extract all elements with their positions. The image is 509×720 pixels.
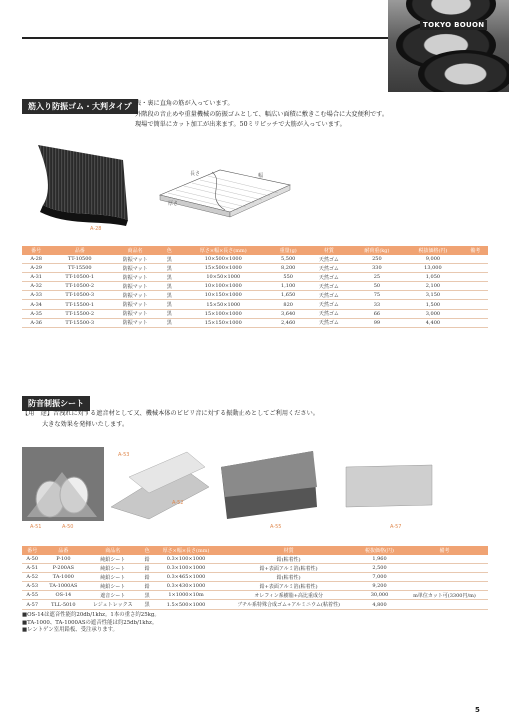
table-cell: 50 (351, 282, 404, 291)
table-cell: 防振マット (109, 273, 161, 282)
table-cell: 黒 (161, 291, 177, 300)
table-cell: 2,500 (358, 564, 401, 573)
table-cell: 1×1000×10m (153, 591, 219, 600)
table-cell: 鉛(粘着性) (219, 555, 358, 564)
table-cell: TLL-5010 (42, 600, 84, 609)
table-cell: 33 (351, 300, 404, 309)
table-cell: 黒 (161, 273, 177, 282)
table-cell: 天然ゴム (307, 318, 350, 327)
table-cell: 黒 (161, 300, 177, 309)
table-cell: TT-10500-2 (50, 282, 109, 291)
table-cell: 15×50×1000 (177, 300, 269, 309)
col-header: 材質 (219, 546, 358, 555)
table-cell: 鉛 (141, 582, 153, 591)
table-cell: 13,000 (403, 264, 462, 273)
table-cell: P-200AS (42, 564, 84, 573)
table-cell: 7,000 (358, 573, 401, 582)
image-label-a28: A-28 (90, 226, 102, 232)
table-cell (401, 564, 488, 573)
col-header: 色 (141, 546, 153, 555)
table-cell: 550 (269, 273, 307, 282)
table-cell: 防振マット (109, 300, 161, 309)
table-cell: A-35 (22, 309, 50, 318)
col-header: 番号 (22, 546, 42, 555)
image-label-a50: A-50 (62, 524, 74, 530)
sound-insulation-sheet-photo (217, 447, 321, 521)
table-cell: 0.3×465×1000 (153, 573, 219, 582)
table-cell (463, 300, 488, 309)
table-cell: 天然ゴム (307, 309, 350, 318)
table-cell: TT-10500-3 (50, 291, 109, 300)
diagram-label-length: 長さ (190, 171, 201, 177)
col-header: 耐荷重(kg) (351, 246, 404, 255)
col-header: 番号 (22, 246, 50, 255)
table-cell: 10×100×1000 (177, 282, 269, 291)
table-cell (401, 600, 488, 609)
table-cell: 99 (351, 318, 404, 327)
section2-description: 【用 途】音洩れに対する遮音材として又、機械本体のビビリ音に対する振動止めとしてご利用ください。 大きな効果を発揮いたします。 (22, 410, 319, 428)
rubber-tyre-photo (388, 0, 509, 92)
table-cell: 黒 (161, 282, 177, 291)
mat-dimension-diagram (150, 160, 300, 220)
col-header: 重量(g) (269, 246, 307, 255)
table-cell: A-36 (22, 318, 50, 327)
table-cell: 防振マット (109, 318, 161, 327)
table-row (22, 591, 488, 600)
table-cell: 0.3×100×1000 (153, 555, 219, 564)
table-cell: 10×50×1000 (177, 273, 269, 282)
note-line: ■レントゲン室用鉛板、受注承ります。 (22, 627, 118, 633)
table-cell: 防振マット (109, 309, 161, 318)
table-cell (401, 573, 488, 582)
table-cell: 1,050 (403, 273, 462, 282)
table-cell: 鉛+表面アルミ箔(粘着性) (219, 564, 358, 573)
col-header: 税抜価格(円) (358, 546, 401, 555)
table-row (22, 573, 488, 582)
diagram-label-thickness: 厚さ (168, 201, 179, 207)
table-cell (463, 255, 488, 264)
table-row (22, 291, 488, 300)
col-header: 商品名 (84, 546, 141, 555)
table-cell: 1.5×500×1000 (153, 600, 219, 609)
table-cell: 330 (351, 264, 404, 273)
col-header: 備考 (463, 246, 488, 255)
table-cell: TT-15500 (50, 264, 109, 273)
table-cell (401, 582, 488, 591)
table-cell: 1,100 (269, 282, 307, 291)
table-cell: A-57 (22, 600, 42, 609)
table-cell: TA-1000AS (42, 582, 84, 591)
table-cell: 天然ゴム (307, 255, 350, 264)
table-cell: オレフィン系樹脂+高比重成分 (219, 591, 358, 600)
table-cell: 820 (269, 300, 307, 309)
table-cell (463, 291, 488, 300)
table-row (22, 255, 488, 264)
table-cell: TT-15500-1 (50, 300, 109, 309)
col-header: 色 (161, 246, 177, 255)
image-label-a51: A-51 (30, 524, 42, 530)
table-cell: 鉛 (141, 573, 153, 582)
table-cell: 15×500×1000 (177, 264, 269, 273)
col-header: 品番 (50, 246, 109, 255)
table-cell (401, 555, 488, 564)
table-cell: 0.3×100×1000 (153, 564, 219, 573)
table-cell: 9,000 (403, 255, 462, 264)
table-cell: A-34 (22, 300, 50, 309)
col-header: 材質 (307, 246, 350, 255)
aluminum-lead-sheet-photo (109, 447, 211, 521)
table-cell: ブチル系特殊合成ゴム+アルミニウム(粘着性) (219, 600, 358, 609)
diagram-label-width: 幅 (258, 173, 264, 179)
table-row (22, 582, 488, 591)
image-label-a57: A-57 (390, 524, 402, 530)
table-cell: 66 (351, 309, 404, 318)
col-header: 商品名 (109, 246, 161, 255)
table-cell: 4,800 (358, 600, 401, 609)
page-number: 5 (475, 706, 480, 714)
table-cell: m単位カット可(3300円/m) (401, 591, 488, 600)
table-cell: 鉛 (141, 555, 153, 564)
table-row (22, 309, 488, 318)
col-header: 厚さ×幅×長さ(mm) (153, 546, 219, 555)
table-row (22, 282, 488, 291)
table-cell: A-52 (22, 573, 42, 582)
table-cell: 遮音シート (84, 591, 141, 600)
rubber-mat-photo (28, 140, 138, 230)
table-cell: P-100 (42, 555, 84, 564)
table-cell: 30,000 (358, 591, 401, 600)
table-cell: A-28 (22, 255, 50, 264)
table-cell: 4,400 (403, 318, 462, 327)
table-cell: 黒 (141, 600, 153, 609)
table-cell: 純鉛シート (84, 555, 141, 564)
table-cell: 1,960 (358, 555, 401, 564)
table-cell: 1,650 (269, 291, 307, 300)
table-row (22, 273, 488, 282)
image-label-a55: A-55 (270, 524, 282, 530)
section2-title: 防音制振シート (22, 396, 90, 411)
table-cell: 10×150×1000 (177, 291, 269, 300)
table-cell (463, 264, 488, 273)
table-cell: 天然ゴム (307, 282, 350, 291)
table-cell: 0.3×430×1000 (153, 582, 219, 591)
table-cell: 2,460 (269, 318, 307, 327)
table-cell: 10×500×1000 (177, 255, 269, 264)
table-cell: 天然ゴム (307, 300, 350, 309)
table-cell: A-31 (22, 273, 50, 282)
table-cell: 8,200 (269, 264, 307, 273)
table-cell: 天然ゴム (307, 273, 350, 282)
table-cell: レジェトレックス (84, 600, 141, 609)
image-label-a52: A-52 (172, 500, 184, 506)
sound-sheet-spec-table (22, 546, 488, 610)
section1-title: 筋入り防振ゴム・大判タイプ (22, 99, 138, 114)
col-header: 厚さ×幅×長さ(mm) (177, 246, 269, 255)
table-row (22, 264, 488, 273)
table-cell: 防振マット (109, 282, 161, 291)
table-cell: 25 (351, 273, 404, 282)
note-line: ■OS-14は遮音性能約20db/1khz。1本の重さ約25kg。 (22, 612, 160, 618)
brand-label: TOKYO BOUON (420, 20, 487, 30)
table-cell: 防振マット (109, 291, 161, 300)
table-cell: TT-15500-2 (50, 309, 109, 318)
table-cell: 黒 (141, 591, 153, 600)
table-cell: A-29 (22, 264, 50, 273)
table-cell: 1,500 (403, 300, 462, 309)
table-cell: 鉛(粘着性) (219, 573, 358, 582)
col-header: 品番 (42, 546, 84, 555)
section2-notes (22, 612, 322, 635)
table-cell: 3,000 (403, 309, 462, 318)
table-cell: 75 (351, 291, 404, 300)
table-cell: A-50 (22, 555, 42, 564)
table-cell: 9,200 (358, 582, 401, 591)
table-row (22, 300, 488, 309)
regetrex-sheet-photo (340, 447, 436, 521)
table-cell (463, 282, 488, 291)
table-row (22, 555, 488, 564)
table-cell: 黒 (161, 255, 177, 264)
table-cell: 純鉛シート (84, 564, 141, 573)
table-cell: OS-14 (42, 591, 84, 600)
table-cell: TT-10500-1 (50, 273, 109, 282)
table-cell: 2,100 (403, 282, 462, 291)
table-cell: A-51 (22, 564, 42, 573)
table-cell (463, 318, 488, 327)
note-line: ■TA-1000、TA-1000ASの遮音性能は約25db/1khz。 (22, 619, 158, 626)
table-cell: 250 (351, 255, 404, 264)
table-row (22, 600, 488, 609)
table-cell: 天然ゴム (307, 291, 350, 300)
table-cell: 黒 (161, 264, 177, 273)
rubber-mat-spec-table (22, 246, 488, 328)
table-cell: 防振マット (109, 255, 161, 264)
table-row (22, 564, 488, 573)
table-cell: 3,150 (403, 291, 462, 300)
table-cell: 3,640 (269, 309, 307, 318)
col-header: 税抜価格(円) (403, 246, 462, 255)
table-cell: 15×100×1000 (177, 309, 269, 318)
table-cell: 純鉛シート (84, 582, 141, 591)
table-cell: 黒 (161, 309, 177, 318)
image-label-a53: A-53 (118, 452, 130, 458)
lead-sheet-roll-photo (22, 447, 104, 521)
table-cell: 鉛 (141, 564, 153, 573)
table-cell: 5,500 (269, 255, 307, 264)
top-rule (22, 37, 388, 39)
table-cell: A-33 (22, 291, 50, 300)
section1-description: 表・裏に直角の筋が入っています。 外階段の音止めや重量機械の防振ゴムとして、幅広い面積に敷きこむ場合に大変便利です。 現場で簡単にカット加工が出来ます。50ミリピッチで大筋が入っています。 (135, 100, 389, 128)
table-cell: A-32 (22, 282, 50, 291)
table-cell: 黒 (161, 318, 177, 327)
table-row (22, 318, 488, 327)
table-cell: TT-10500 (50, 255, 109, 264)
table-cell: TT-15500-3 (50, 318, 109, 327)
table-cell (463, 309, 488, 318)
table-cell: 15×150×1000 (177, 318, 269, 327)
table-cell: 防振マット (109, 264, 161, 273)
table-cell: A-55 (22, 591, 42, 600)
table-cell: TA-1000 (42, 573, 84, 582)
table-cell (463, 273, 488, 282)
table-cell: 鉛+表面アルミ箔(粘着性) (219, 582, 358, 591)
col-header: 備考 (401, 546, 488, 555)
table-cell: A-53 (22, 582, 42, 591)
table-cell: 天然ゴム (307, 264, 350, 273)
table-cell: 純鉛シート (84, 573, 141, 582)
